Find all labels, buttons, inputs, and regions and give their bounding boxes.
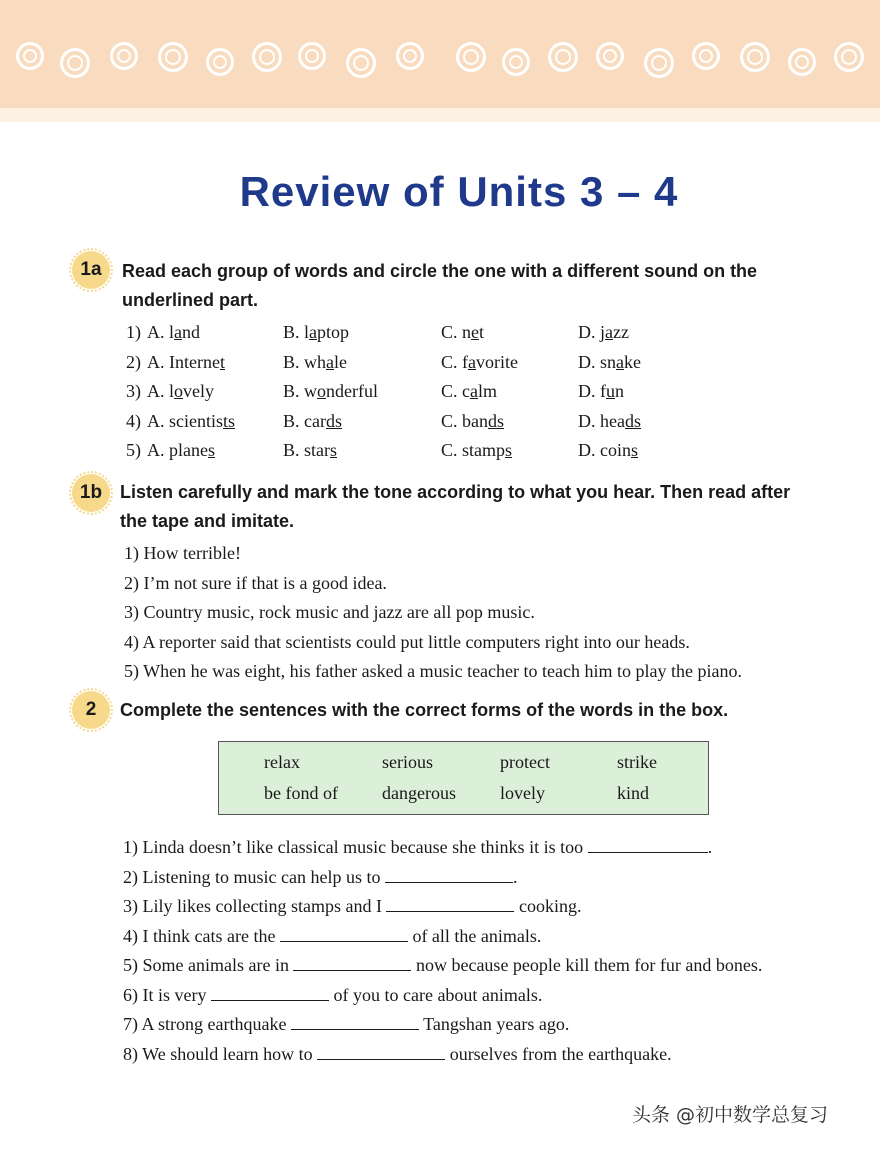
instruction-1b: Listen carefully and mark the tone according to what you hear. Then read after the tape and imitate. bbox=[120, 482, 791, 531]
underlined-part: a bbox=[468, 351, 476, 372]
box-word: protect bbox=[500, 752, 550, 772]
banner-ring-decoration bbox=[596, 42, 624, 70]
sentence-2: 6) It is very of you to care about animals. bbox=[123, 984, 543, 1005]
underlined-part: s bbox=[330, 440, 338, 460]
box-word: lovely bbox=[500, 783, 545, 803]
word-option: D. snake bbox=[578, 351, 642, 372]
underlined-part: e bbox=[471, 322, 480, 342]
banner-ring-decoration bbox=[110, 42, 138, 70]
sentence-2: 3) Lily likes collecting stamps and I cooking. bbox=[123, 896, 582, 916]
row-number: 4) bbox=[126, 410, 141, 431]
word-option: B. stars bbox=[283, 440, 338, 460]
banner-ring-decoration bbox=[788, 48, 816, 76]
banner-ring-decoration bbox=[834, 42, 864, 72]
answer-blank bbox=[291, 1013, 419, 1030]
answer-blank bbox=[386, 895, 514, 912]
word-option: D. coins bbox=[578, 440, 639, 460]
underlined-part: t bbox=[219, 351, 225, 372]
underlined-part: ds bbox=[325, 410, 342, 431]
answer-blank bbox=[588, 836, 708, 853]
word-option: C. calm bbox=[441, 381, 498, 401]
sentence-1b: 1) How terrible! bbox=[124, 543, 241, 563]
instruction-1a: Read each group of words and circle the one with a different sound on the underlined part. bbox=[122, 261, 758, 310]
badge-1b: 1b bbox=[72, 474, 110, 512]
answer-blank bbox=[211, 984, 329, 1001]
underlined-part: u bbox=[606, 381, 615, 401]
answer-blank bbox=[317, 1043, 445, 1060]
banner-ring-decoration bbox=[456, 42, 486, 72]
page-title: Review of Units 3 – 4 bbox=[239, 168, 679, 215]
word-option: B. whale bbox=[283, 351, 348, 372]
banner-strip bbox=[0, 108, 880, 122]
word-option: B. cards bbox=[283, 410, 342, 431]
underlined-part: a bbox=[309, 322, 318, 342]
word-option: C. bands bbox=[441, 410, 505, 431]
banner-ring-decoration bbox=[740, 42, 770, 72]
underlined-part: s bbox=[631, 440, 639, 460]
word-option: A. lovely bbox=[147, 381, 214, 401]
banner-ring-decoration bbox=[158, 42, 188, 72]
box-word: strike bbox=[617, 752, 657, 772]
instruction-2: Complete the sentences with the correct forms of the words in the box. bbox=[120, 700, 729, 720]
word-option: A. scientists bbox=[147, 410, 236, 431]
row-number: 3) bbox=[126, 381, 141, 401]
word-option: C. stamps bbox=[441, 440, 513, 460]
sentence-2: 8) We should learn how to ourselves from the earthquake. bbox=[123, 1043, 672, 1064]
banner-ring-decoration bbox=[644, 48, 674, 78]
watermark: 头条 @初中数学总复习 bbox=[632, 1104, 829, 1126]
answer-blank bbox=[293, 954, 411, 971]
top-banner bbox=[0, 0, 880, 108]
row-number: 1) bbox=[126, 322, 141, 342]
box-word: relax bbox=[264, 752, 300, 772]
word-option: B. wonderful bbox=[283, 381, 378, 401]
underlined-part: s bbox=[207, 440, 215, 460]
sentence-2: 5) Some animals are in now because people kill them for fur and bones. bbox=[123, 955, 763, 975]
banner-ring-decoration bbox=[692, 42, 720, 70]
underlined-part: a bbox=[470, 381, 478, 401]
banner-ring-decoration bbox=[502, 48, 530, 76]
word-option: B. laptop bbox=[283, 322, 350, 342]
underlined-part: ds bbox=[488, 410, 505, 431]
underlined-part: a bbox=[605, 322, 613, 342]
badge-1a: 1a bbox=[72, 251, 110, 289]
underlined-part: a bbox=[616, 351, 625, 372]
word-option: D. heads bbox=[578, 410, 641, 431]
underlined-part: o bbox=[317, 381, 327, 401]
word-option: D. jazz bbox=[578, 322, 629, 342]
underlined-part: o bbox=[174, 381, 183, 401]
banner-ring-decoration bbox=[252, 42, 282, 72]
banner-ring-decoration bbox=[16, 42, 44, 70]
box-word: kind bbox=[617, 783, 650, 803]
answer-blank bbox=[385, 866, 513, 883]
banner-ring-decoration bbox=[206, 48, 234, 76]
sentence-2: 2) Listening to music can help us to . bbox=[123, 866, 518, 887]
sentence-1b: 3) Country music, rock music and jazz are all pop music. bbox=[124, 602, 535, 623]
row-number: 2) bbox=[126, 351, 141, 372]
underlined-part: a bbox=[174, 322, 182, 342]
banner-ring-decoration bbox=[548, 42, 578, 72]
underlined-part: s bbox=[505, 440, 513, 460]
word-option: D. fun bbox=[578, 381, 624, 401]
banner-ring-decoration bbox=[298, 42, 326, 70]
underlined-part: a bbox=[326, 351, 335, 372]
word-box bbox=[218, 741, 709, 815]
word-option: C. net bbox=[441, 322, 485, 342]
answer-blank bbox=[280, 925, 408, 942]
underlined-part: ts bbox=[223, 410, 236, 431]
row-number: 5) bbox=[126, 440, 141, 460]
box-word: be fond of bbox=[264, 783, 338, 803]
sentence-1b: 4) A reporter said that scientists could put little computers right into our heads. bbox=[124, 631, 690, 652]
box-word: serious bbox=[382, 752, 433, 772]
banner-ring-decoration bbox=[396, 42, 424, 70]
word-option: A. land bbox=[147, 322, 200, 342]
word-option: A. planes bbox=[147, 440, 215, 460]
banner-ring-decoration bbox=[346, 48, 376, 78]
sentence-2: 1) Linda doesn’t like classical music because she thinks it is too . bbox=[123, 837, 713, 857]
sentence-1b: 2) I’m not sure if that is a good idea. bbox=[124, 572, 387, 593]
banner-ring-decoration bbox=[60, 48, 90, 78]
sentence-2: 7) A strong earthquake Tangshan years ago. bbox=[123, 1014, 570, 1034]
underlined-part: ds bbox=[624, 410, 641, 431]
badge-2: 2 bbox=[72, 691, 110, 729]
word-option: C. favorite bbox=[441, 351, 518, 372]
sentence-2: 4) I think cats are the of all the animals. bbox=[123, 925, 542, 946]
box-word: dangerous bbox=[382, 783, 456, 803]
sentence-1b: 5) When he was eight, his father asked a music teacher to teach him to play the piano. bbox=[124, 661, 742, 682]
word-option: A. Internet bbox=[147, 351, 225, 372]
